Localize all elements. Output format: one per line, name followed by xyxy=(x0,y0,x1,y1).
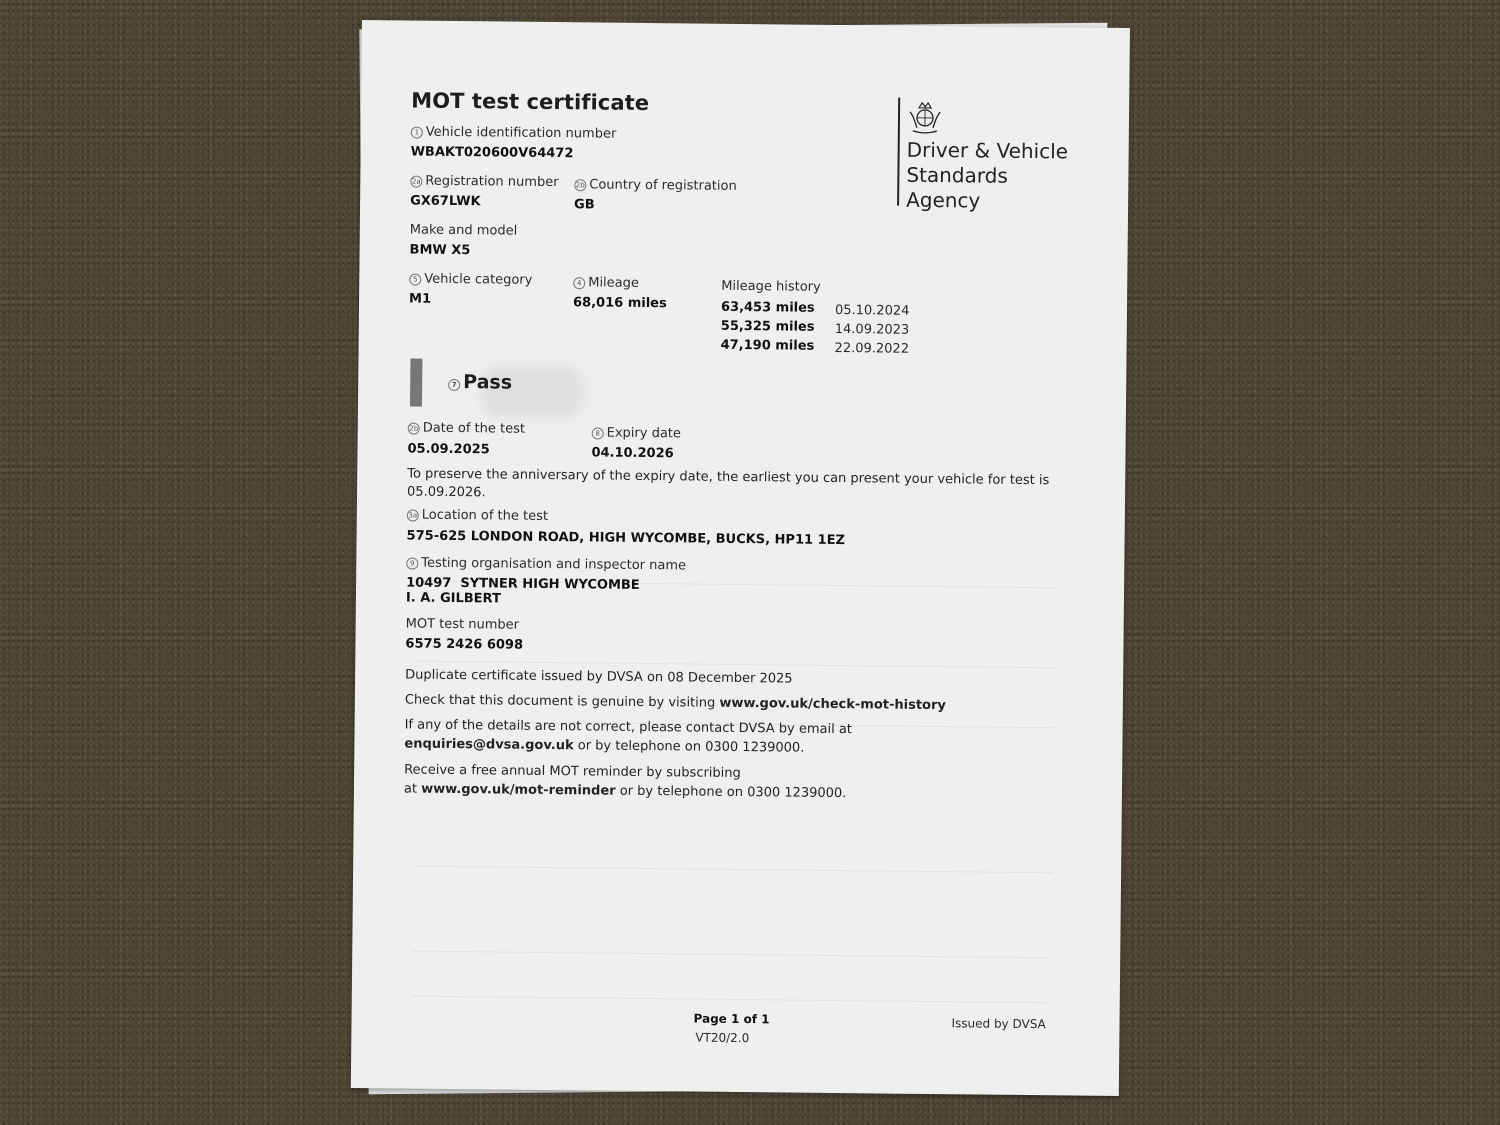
form-code: VT20/2.0 xyxy=(695,1030,750,1046)
make-model-value: BMW X5 xyxy=(409,242,471,259)
contact-line1: If any of the details are not correct, please contact DVSA by email at xyxy=(404,717,853,738)
duplicate-note: Duplicate certificate issued by DVSA on 08 December 2025 xyxy=(405,667,793,687)
test-number-label: MOT test number xyxy=(405,616,520,633)
mileage-history-date-2: 14.09.2023 xyxy=(834,321,910,338)
test-result: 7 Pass xyxy=(448,371,512,394)
mileage-history-label: Mileage history xyxy=(721,278,821,295)
country-value: GB xyxy=(573,197,595,213)
check-mot-history-link[interactable]: www.gov.uk/check-mot-history xyxy=(719,695,946,714)
certificate-title: MOT test certificate xyxy=(411,88,650,116)
inspector-name: I. A. GILBERT xyxy=(405,590,501,607)
expiry-date-label: 8 Expiry date xyxy=(592,425,681,441)
testing-organisation-value: 10497 SYTNER HIGH WYCOMBE xyxy=(406,575,640,593)
country-label: 2b Country of registration xyxy=(575,177,737,194)
mileage-label: 4 Mileage xyxy=(573,275,639,291)
anniversary-note-line2: 05.09.2026. xyxy=(406,484,486,501)
mileage-value: 68,016 miles xyxy=(572,295,667,312)
mileage-history-date-3: 22.09.2022 xyxy=(834,340,910,357)
dvsa-email-link[interactable]: enquiries@dvsa.gov.uk xyxy=(404,736,574,754)
mileage-history-date-1: 05.10.2024 xyxy=(834,302,910,319)
reminder-line1: Receive a free annual MOT reminder by subscribing xyxy=(404,762,741,782)
mileage-history-miles-1: 63,453 miles xyxy=(720,299,815,316)
reminder-line2: at www.gov.uk/mot-reminder or by telephone on 0300 1239000. xyxy=(403,781,847,802)
royal-crest-icon xyxy=(906,100,944,136)
vehicle-category-value: M1 xyxy=(409,291,432,307)
contact-line2: enquiries@dvsa.gov.uk or by telephone on 0300 1239000. xyxy=(404,736,805,756)
page-number: Page 1 of 1 xyxy=(693,1011,770,1027)
mot-certificate-sheet xyxy=(351,20,1130,1096)
genuine-check-text: Check that this document is genuine by visiting www.gov.uk/check-mot-history xyxy=(404,692,946,714)
vin-value: WBAKT020600V64472 xyxy=(410,144,574,162)
location-label: 3a Location of the test xyxy=(408,507,549,524)
mileage-history-miles-2: 55,325 miles xyxy=(720,318,815,335)
anniversary-note-line1: To preserve the anniversary of the expiry date, the earliest you can present your vehicle for test is xyxy=(407,466,1050,489)
agency-name: Driver & Vehicle Standards Agency xyxy=(906,137,1069,213)
testing-organisation-label: 9 Testing organisation and inspector name xyxy=(406,555,686,573)
location-value: 575-625 LONDON ROAD, HIGH WYCOMBE, BUCKS, HP11 1EZ xyxy=(406,528,846,549)
vin-label: 1 Vehicle identification number xyxy=(411,125,617,142)
issued-by: Issued by DVSA xyxy=(951,1016,1046,1032)
pass-indicator-bar xyxy=(410,359,423,407)
mot-reminder-link[interactable]: www.gov.uk/mot-reminder xyxy=(421,781,616,799)
mileage-history-miles-3: 47,190 miles xyxy=(720,337,815,354)
make-model-label: Make and model xyxy=(409,222,518,239)
logo-divider xyxy=(897,98,900,206)
test-date-value: 05.09.2025 xyxy=(407,441,490,458)
expiry-date-value: 04.10.2026 xyxy=(591,445,674,462)
registration-label: 2a Registration number xyxy=(411,173,559,191)
vehicle-category-label: 5 Vehicle category xyxy=(409,272,532,288)
test-number-value: 6575 2426 6098 xyxy=(405,636,524,653)
registration-value: GX67LWK xyxy=(410,193,481,210)
test-date-label: 2b Date of the test xyxy=(409,420,526,437)
